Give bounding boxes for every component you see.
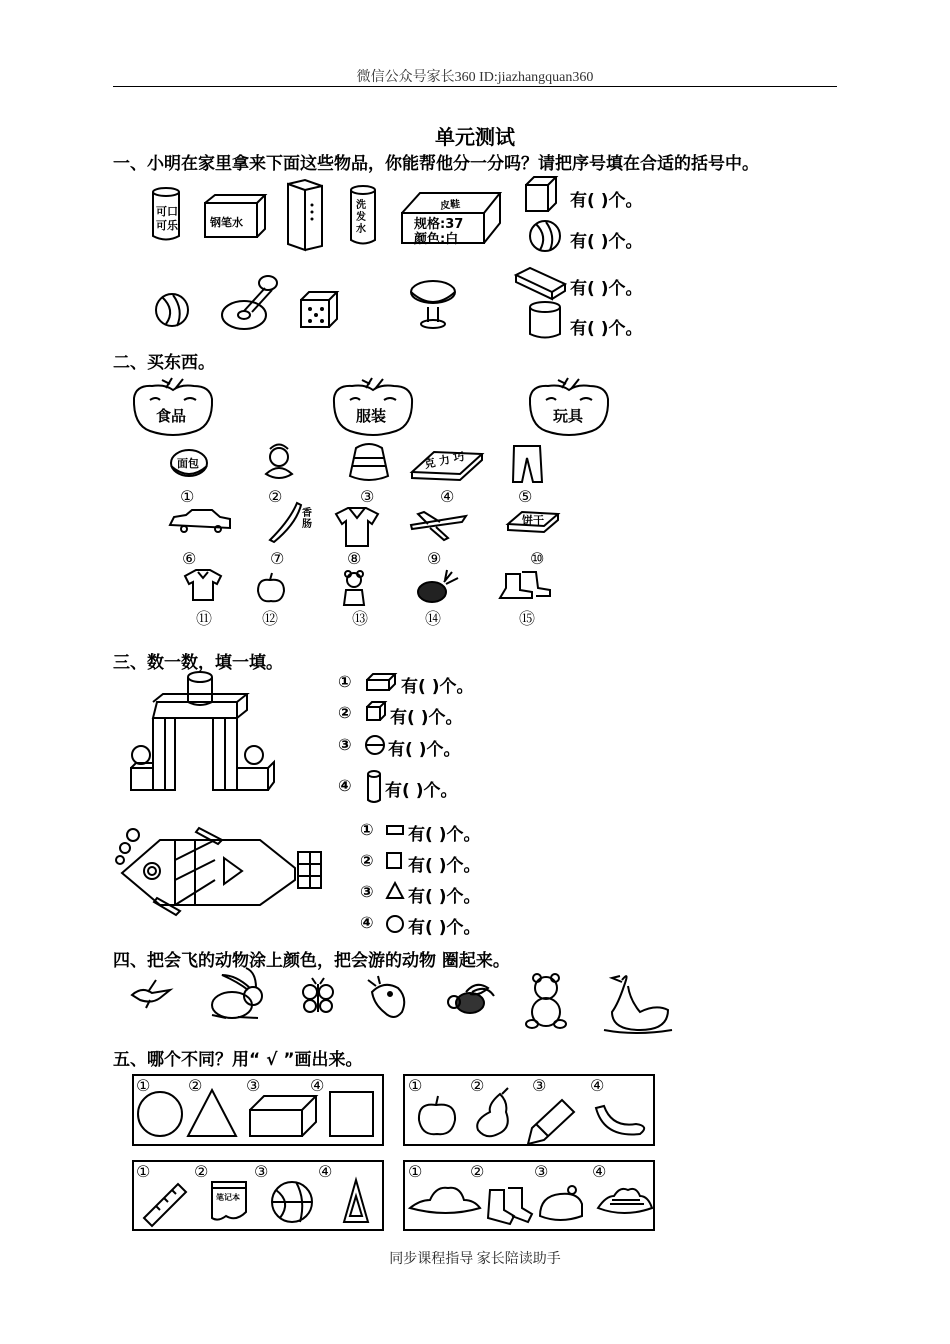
cube-shape-icon (367, 702, 385, 720)
page-header: 微信公众号家长360 ID:jiazhangquan360 (356, 70, 594, 85)
q3b-num-4: ④ (360, 913, 374, 932)
triangle-icon (188, 1090, 236, 1136)
knit-cap-icon (540, 1186, 582, 1220)
item-number-5: ⑤ (518, 487, 533, 506)
dice-icon (301, 292, 337, 327)
cube-legend-icon (526, 177, 556, 211)
notebook-label: 笔记本 (216, 1193, 240, 1202)
apple-fruit-icon (419, 1096, 455, 1134)
item-number-13: ⑬ (352, 609, 369, 628)
desk-lamp-icon (222, 276, 277, 329)
sun-hat-icon (410, 1188, 480, 1213)
round-stool-icon (411, 281, 455, 328)
skirt-icon (350, 444, 388, 480)
q3b-num-3: ③ (360, 882, 374, 901)
ruler-icon (144, 1184, 186, 1226)
q5-box3-num-2: ② (194, 1162, 209, 1181)
fish-figure (116, 828, 321, 915)
question-3-prompt: 三、数一数，填一填。 (113, 653, 283, 673)
toy-figure-icon (266, 445, 292, 479)
bird-icon (132, 980, 170, 1008)
item-number-14: ⑭ (425, 609, 442, 628)
cuboid-icon (250, 1096, 316, 1136)
question-2-prompt: 二、买东西。 (113, 353, 215, 373)
item-number-6: ⑥ (182, 549, 197, 568)
q5-box1-num-2: ② (188, 1076, 203, 1095)
item-number-15: ⑮ (519, 609, 536, 628)
q3b-blank-rectangle[interactable]: 有( )个。 (408, 825, 481, 845)
pencil-icon (528, 1100, 574, 1144)
set-square-icon (344, 1180, 368, 1222)
t-shirt-icon (185, 570, 221, 600)
question-1-prompt: 一、小明在家里拿来下面这些物品，你能帮他分一分吗？请把序号填在合适的括号中。 (113, 154, 759, 174)
shoebox-color: 颜色:白 (414, 232, 459, 247)
q5-box4-num-2: ② (470, 1162, 485, 1181)
cylinder-shape-icon (368, 771, 380, 802)
q1-blank-cylinder[interactable]: 有( )个。 (570, 319, 643, 339)
cuboid-shape-icon (367, 674, 395, 690)
item-number-8: ⑧ (347, 549, 362, 568)
fish-animal-icon (368, 976, 404, 1017)
butterfly-icon (303, 978, 333, 1012)
q3b-blank-triangle[interactable]: 有( )个。 (408, 887, 481, 907)
q5-box3-num-4: ④ (318, 1162, 333, 1181)
circle-shape-icon (387, 916, 403, 932)
sausage-label: 香肠 (302, 508, 312, 530)
box-fruits (404, 1075, 654, 1145)
item-number-2: ② (268, 487, 283, 506)
item-number-10: ⑩ (530, 549, 545, 568)
q3b-num-2: ② (360, 851, 374, 870)
biscuit-label: 饼干 (522, 514, 544, 527)
sausage-icon (270, 503, 301, 542)
square-shape-icon (387, 853, 401, 868)
q3a-blank-cylinder[interactable]: 有( )个。 (385, 781, 458, 801)
ball-legend-icon (530, 221, 560, 251)
q1-blank-cube[interactable]: 有( )个。 (570, 191, 643, 211)
ball-icon (156, 294, 188, 326)
q3a-blank-sphere[interactable]: 有( )个。 (388, 740, 461, 760)
shoebox-size: 规格:37 (414, 217, 464, 232)
q5-box2-num-3: ③ (532, 1076, 547, 1095)
straw-hat-icon (598, 1189, 652, 1213)
q5-box3-num-1: ① (136, 1162, 151, 1181)
square-icon (330, 1092, 373, 1136)
car-icon (170, 510, 230, 532)
chocolate-label: 克 力 巧 (423, 449, 466, 472)
q5-box4-num-1: ① (408, 1162, 423, 1181)
item-number-11: ⑪ (196, 609, 213, 628)
cola-label: 可口 可乐 (156, 205, 178, 232)
boots-icon (500, 572, 550, 598)
bee-icon (448, 985, 494, 1013)
cylinder-legend-icon (530, 302, 560, 338)
trousers-icon (513, 446, 542, 482)
q3a-blank-cuboid[interactable]: 有( )个。 (401, 677, 474, 697)
page-title: 单元测试 (435, 125, 515, 149)
shoebox-title: 皮鞋 (439, 198, 461, 213)
q5-box2-num-1: ① (408, 1076, 423, 1095)
sphere-shape-icon (366, 736, 384, 754)
q3a-num-1: ① (338, 672, 352, 691)
item-number-12: ⑫ (262, 609, 279, 628)
cuboid-legend-icon (516, 268, 565, 299)
socks-icon (488, 1188, 532, 1224)
block-arch-figure (131, 672, 274, 790)
banana-icon (596, 1106, 644, 1134)
pineapple-icon (418, 570, 458, 602)
question-5-prompt: 五、哪个不同？用“ √ ”画出来。 (113, 1050, 363, 1070)
item-number-1: ① (180, 487, 195, 506)
question-4-prompt: 四、把会飞的动物涂上颜色，把会游的动物 圈起来。 (113, 951, 510, 971)
circle-icon (138, 1092, 182, 1136)
q5-box1-num-3: ③ (246, 1076, 261, 1095)
q1-blank-cuboid[interactable]: 有( )个。 (570, 279, 643, 299)
item-number-3: ③ (360, 487, 375, 506)
q5-box3-num-3: ③ (254, 1162, 269, 1181)
header-divider (113, 86, 837, 87)
q3a-num-2: ② (338, 703, 352, 722)
q5-box2-num-2: ② (470, 1076, 485, 1095)
q3b-blank-square[interactable]: 有( )个。 (408, 856, 481, 876)
ink-label: 钢笔水 (210, 216, 243, 229)
bear-icon (526, 974, 566, 1028)
q3a-num-3: ③ (338, 735, 352, 754)
q5-box1-num-4: ④ (310, 1076, 325, 1095)
swan-icon (604, 976, 672, 1033)
apple-icon (258, 573, 284, 601)
pear-icon (477, 1088, 508, 1136)
item-number-7: ⑦ (270, 549, 285, 568)
q3b-num-1: ① (360, 820, 374, 839)
q5-box4-num-4: ④ (592, 1162, 607, 1181)
category-clothing: 服装 (356, 407, 387, 425)
triangle-shape-icon (387, 883, 403, 898)
category-toys: 玩具 (553, 407, 584, 425)
box-hats (404, 1161, 654, 1230)
category-food: 食品 (156, 407, 187, 425)
rabbit-icon (212, 968, 262, 1018)
q5-box4-num-3: ③ (534, 1162, 549, 1181)
q3a-blank-cube[interactable]: 有( )个。 (390, 708, 463, 728)
airplane-icon (411, 512, 466, 540)
bread-label: 面包 (177, 457, 199, 470)
q5-box2-num-4: ④ (590, 1076, 605, 1095)
bear-toy-icon (344, 571, 364, 605)
q3b-blank-circle[interactable]: 有( )个。 (408, 918, 481, 938)
page-footer: 同步课程指导 家长陪读助手 (389, 1252, 561, 1267)
book-icon (288, 180, 322, 250)
q3a-num-4: ④ (338, 776, 352, 795)
item-number-4: ④ (440, 487, 455, 506)
ball-toy-icon (272, 1182, 312, 1222)
item-number-9: ⑨ (427, 549, 442, 568)
q5-box1-num-1: ① (136, 1076, 151, 1095)
rectangle-shape-icon (387, 826, 403, 834)
q1-blank-ball[interactable]: 有( )个。 (570, 232, 643, 252)
shirt-icon (336, 508, 378, 546)
shampoo-label: 洗发水 (356, 200, 366, 235)
